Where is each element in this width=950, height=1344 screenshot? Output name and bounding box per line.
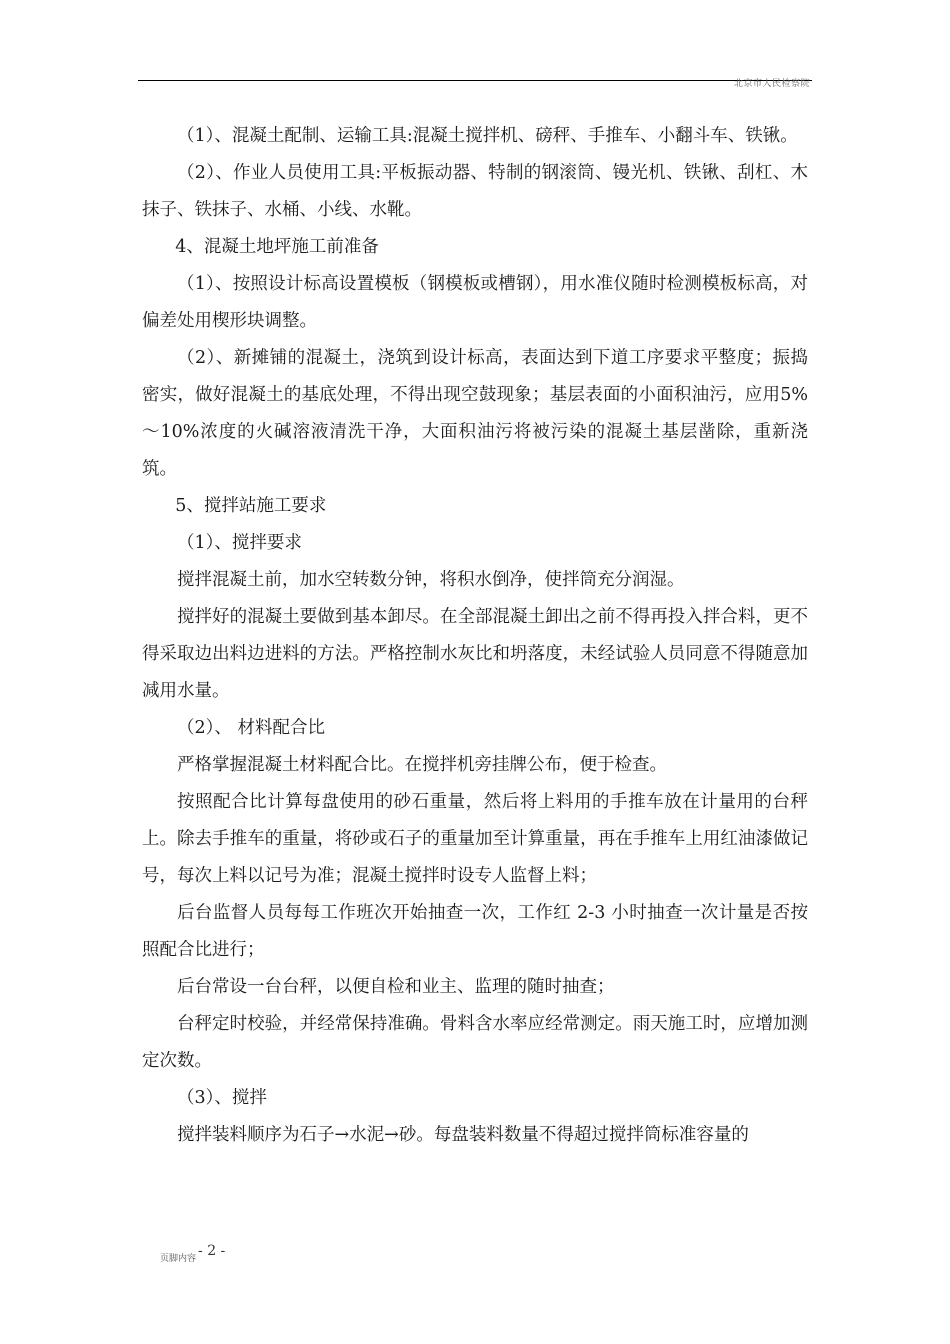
paragraph-loading-order: 搅拌装料顺序为石子→水泥→砂。每盘装料数量不得超过搅拌筒标准容量的: [177, 1125, 749, 1145]
document-body: [142, 118, 808, 1154]
paragraph-unloading: 搅拌好的混凝土要做到基本卸尽。在全部混凝土卸出之前不得再投入拌合料，更不得采取边出料边进料的方法。严格控制水灰比和坍落度，未经试验人员同意不得随意加减用水量。: [142, 607, 808, 701]
paragraph-weighing: 按照配合比计算每盘使用的砂石重量，然后将上料用的手推车放在计量用的台秤上。除去手推车的重量，将砂或石子的重量加至计算重量，再在手推车上用红油漆做记号，每次上料以记号为准；混凝土搅拌时设专人监督上料；: [142, 792, 808, 886]
section-heading-preparation: 4、混凝土地坪施工前准备: [175, 237, 379, 257]
page-footer: [160, 1243, 226, 1265]
paragraph-scale: 后台常设一台台秤，以便自检和业主、监理的随时抽查；: [177, 977, 615, 997]
paragraph-tools-mixing: （1）、混凝土配制、运输工具:混凝土搅拌机、磅秤、手推车、小翻斗车、铁锹。: [177, 126, 798, 146]
paragraph-inspection: 后台监督人员每每工作班次开始抽查一次，工作红 2-3 小时抽查一次计量是否按照配合比进行；: [142, 903, 808, 960]
section-heading-mixing-station: 5、搅拌站施工要求: [175, 496, 327, 516]
paragraph-calibration: 台秤定时校验，并经常保持准确。骨料含水率应经常测定。雨天施工时，应增加测定次数。: [142, 1014, 808, 1071]
paragraph-pre-mixing: 搅拌混凝土前，加水空转数分钟，将积水倒净，使拌筒充分润湿。: [177, 570, 685, 590]
paragraph-formwork: （1）、按照设计标高设置模板（钢模板或槽钢），用水准仪随时检测模板标高，对偏差处用楔形块调整。: [142, 274, 808, 331]
header-organization: 北京市人民检察院: [733, 79, 810, 89]
paragraph-mix-ratio: 严格掌握混凝土材料配合比。在搅拌机旁挂牌公布，便于检查。: [177, 755, 667, 775]
paragraph-paving: （2）、新摊铺的混凝土，浇筑到设计标高，表面达到下道工序要求平整度；振捣密实，做好混凝土的基底处理，不得出现空鼓现象；基层表面的小面积油污，应用5%～10%浓度的火碱溶液清洗干净，大面积油污将被污染的混凝土基层凿除，重新浇筑。: [142, 348, 808, 479]
subheading-mix-ratio: （2）、 材料配合比: [177, 718, 325, 738]
header-rule: [138, 80, 812, 81]
subheading-mixing: （3）、搅拌: [177, 1088, 267, 1108]
page-number: - 2 -: [198, 1243, 226, 1259]
subheading-mixing-requirements: （1）、搅拌要求: [177, 533, 302, 553]
footer-label: 页脚内容: [160, 1254, 197, 1264]
paragraph-tools-workers: （2）、作业人员使用工具:平板振动器、特制的钢滚筒、镘光机、铁锹、刮杠、木抹子、铁抹子、水桶、小线、水靴。: [142, 163, 808, 220]
